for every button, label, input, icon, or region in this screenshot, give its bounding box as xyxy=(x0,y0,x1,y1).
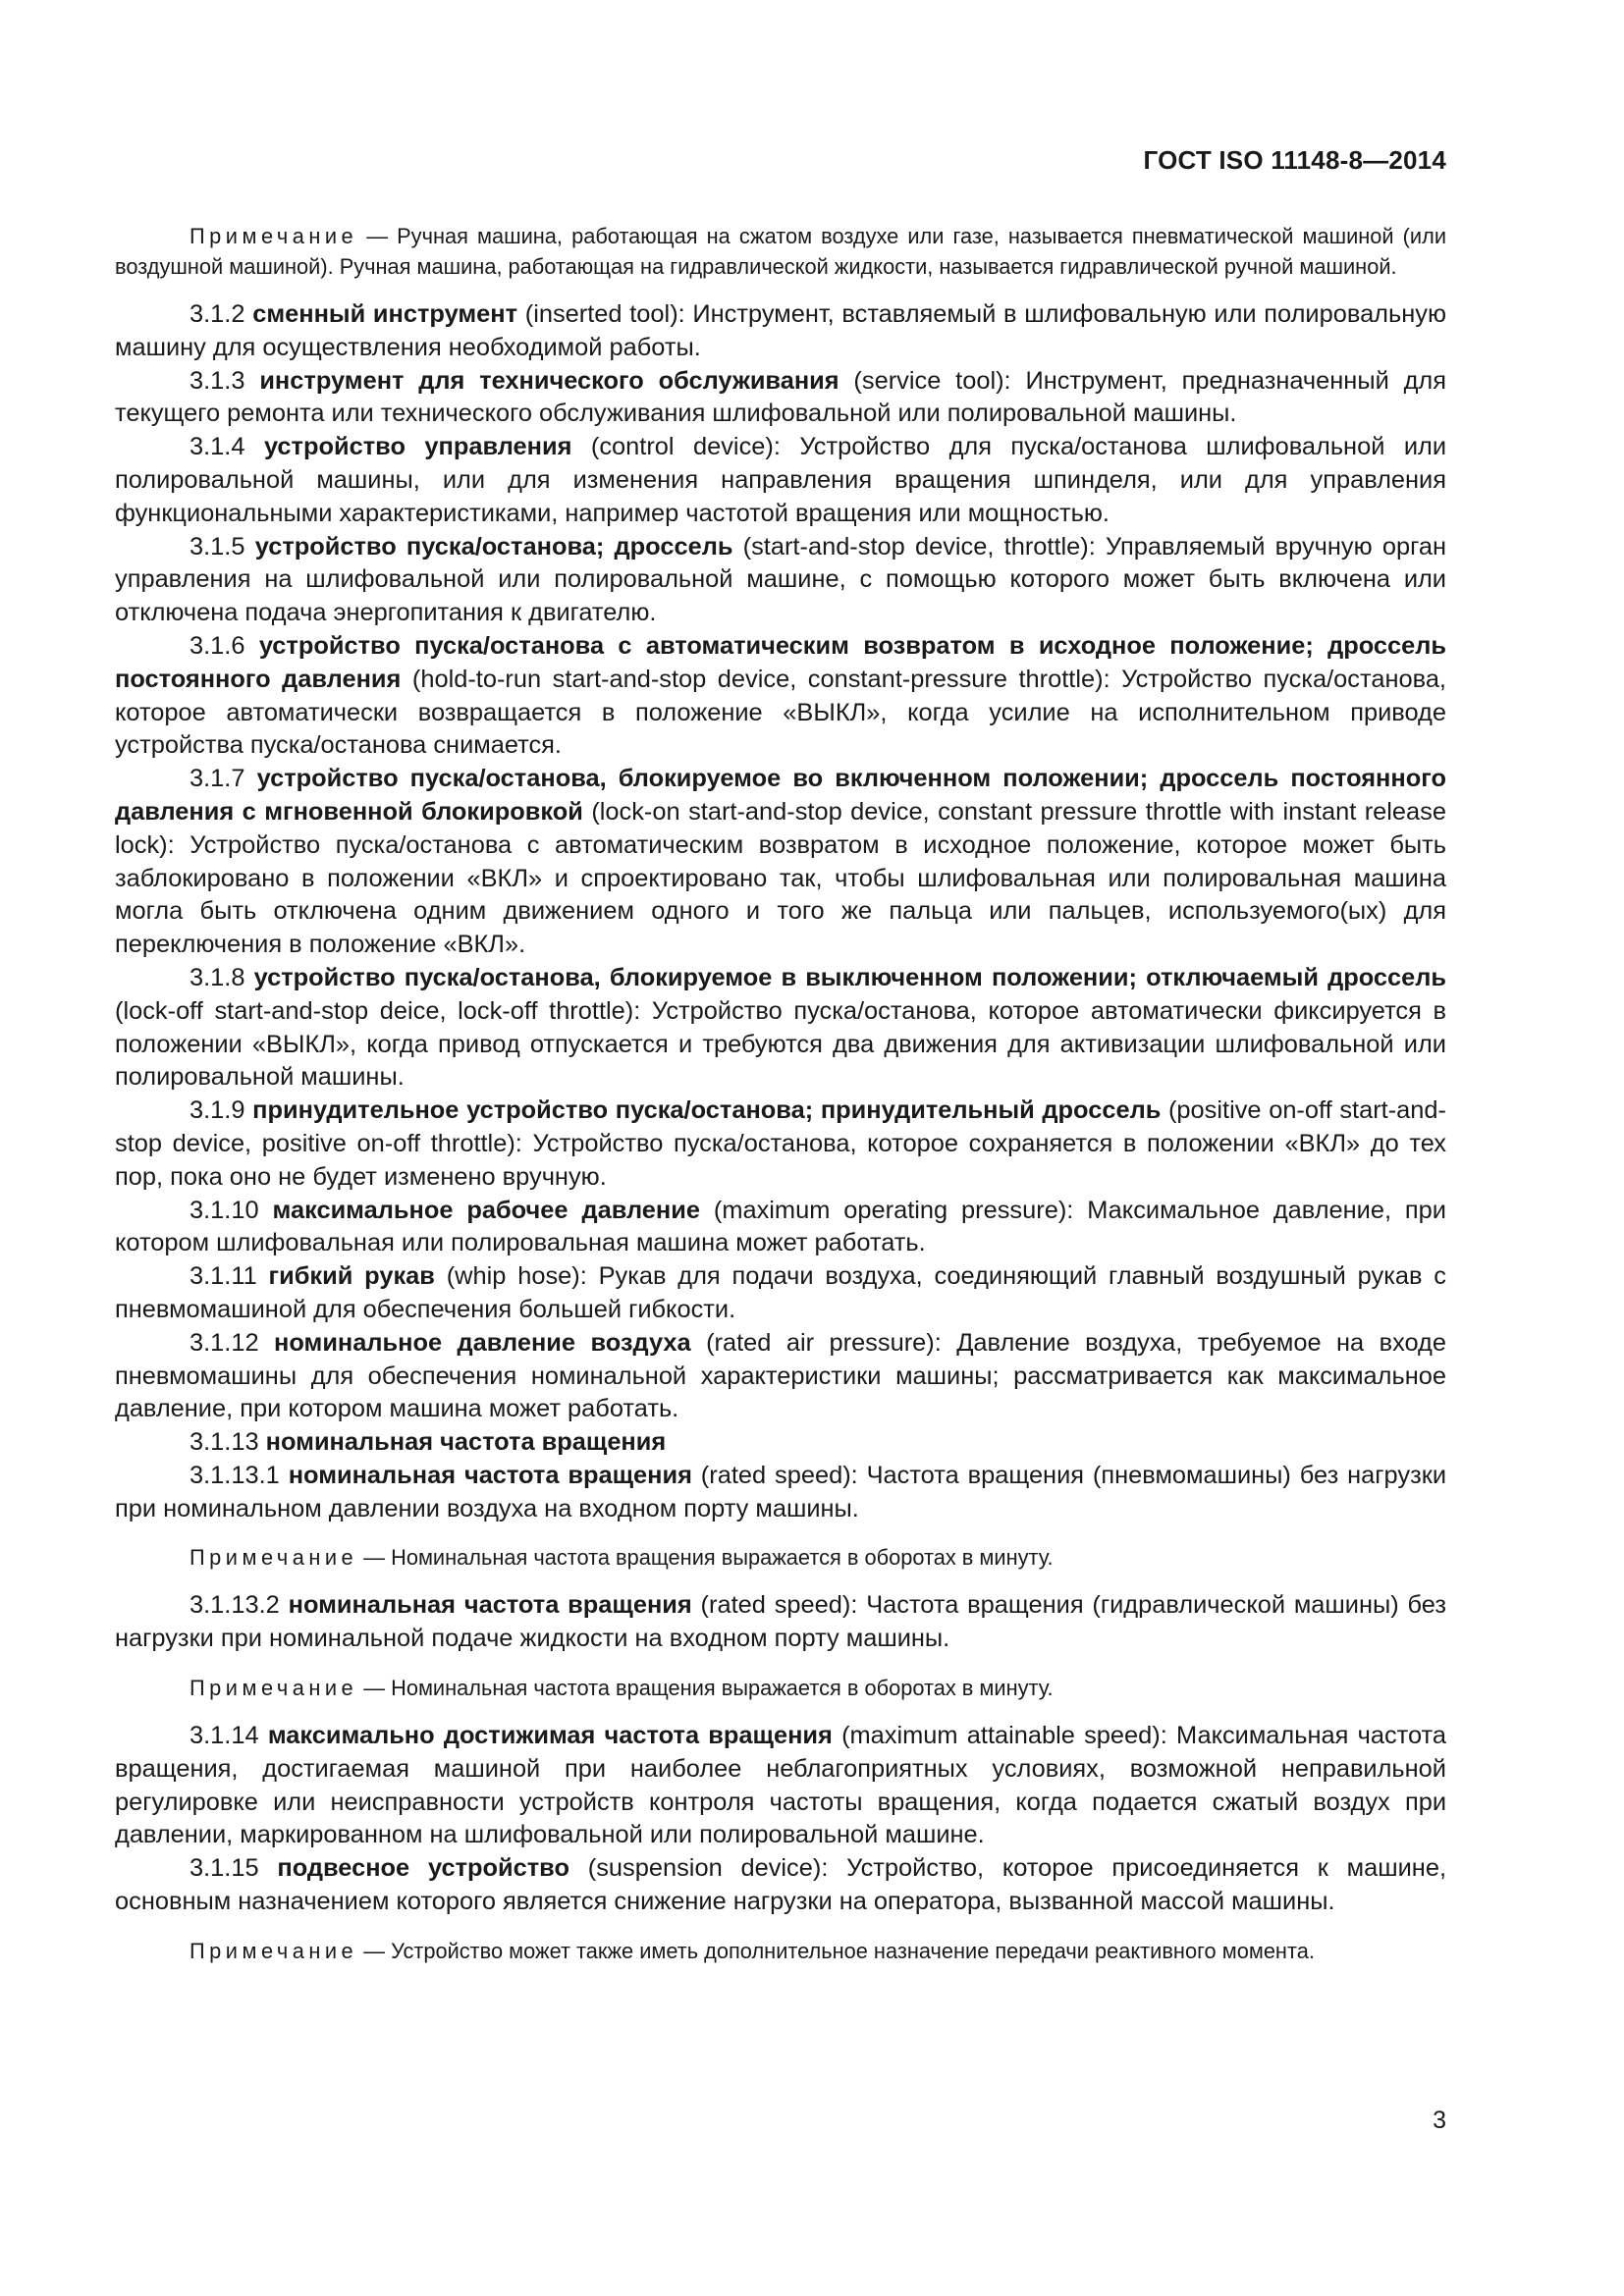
term-definition-3-1-11 xyxy=(115,1260,1446,1327)
note-paragraph xyxy=(115,1936,1446,1966)
clause-number: 3.1.13.2 xyxy=(189,1591,280,1620)
term-name: максимально достижимая частота вращения xyxy=(267,1722,833,1750)
term-definition-3-1-14 xyxy=(115,1720,1446,1852)
term-name: устройство пуска/останова; дроссель xyxy=(254,532,733,561)
page-number: 3 xyxy=(1433,2107,1446,2134)
term-name: номинальное давление воздуха xyxy=(274,1328,691,1357)
term-definition-text: (service tool): Инструмент, предназначенный для текущего ремонта или технического обслуживания шлифовальной или полировальной машины. xyxy=(115,366,1446,428)
note-text: — Устройство может также иметь дополнительное назначение передачи реактивного момента. xyxy=(357,1938,1315,1963)
term-definition-text: (rated speed): Частота вращения (гидравлической машины) без нагрузки при номинальной подаче жидкости на входном порту машины. xyxy=(115,1591,1446,1653)
term-name: устройство пуска/останова, блокируемое во включенном положении; дроссель постоянного давления с мгновенной блокировкой xyxy=(115,765,1446,826)
clause-number: 3.1.15 xyxy=(189,1854,259,1883)
term-definition-3-1-7 xyxy=(115,763,1446,962)
clause-number: 3.1.12 xyxy=(189,1328,259,1357)
note-label: Примечание xyxy=(189,1676,358,1701)
clause-number: 3.1.13.1 xyxy=(189,1461,280,1489)
clause-number: 3.1.6 xyxy=(189,631,245,660)
term-name: гибкий рукав xyxy=(268,1262,435,1291)
term-name: устройство пуска/останова с автоматическим возвратом в исходное положение; дроссель постоянного давления xyxy=(115,631,1446,693)
clause-number: 3.1.10 xyxy=(189,1196,259,1224)
term-name: подвесное устройство xyxy=(277,1854,569,1883)
term-definition-text: (start-and-stop device, throttle): Управляемый вручную орган управления на шлифовальной или полировальной машине, с помощью которого может быть включена или отключена подача энергопитания к двигателю. xyxy=(115,532,1446,627)
note-paragraph xyxy=(115,1673,1446,1703)
term-name: максимальное рабочее давление xyxy=(272,1196,700,1224)
term-definition-3-1-6 xyxy=(115,630,1446,763)
term-definition-3-1-13-2 xyxy=(115,1589,1446,1656)
term-name: устройство пуска/останова, блокируемое в выключенном положении; отключаемый дроссель xyxy=(253,963,1446,991)
clause-number: 3.1.11 xyxy=(189,1262,257,1291)
term-definition-3-1-12 xyxy=(115,1327,1446,1426)
note-label: Примечание xyxy=(189,1938,358,1963)
term-definition-3-1-13-1 xyxy=(115,1460,1446,1526)
term-definition-text: (rated speed): Частота вращения (пневмомашины) без нагрузки при номинальном давлении воздуха на входном порту машины. xyxy=(115,1461,1447,1522)
note-text: — Номинальная частота вращения выражается в оборотах в минуту. xyxy=(357,1676,1054,1701)
term-definition-3-1-8 xyxy=(115,962,1446,1095)
note-text: — Ручная машина, работающая на сжатом воздухе или газе, называется пневматической машиной (или воздушной машиной). Ручная машина, работающая на гидравлической жидкости, называется гидравлической ручной машиной. xyxy=(115,224,1446,279)
term-definition-text: (inserted tool): Инструмент, вставляемый в шлифовальную или полировальную машину для осуществления необходимой работы. xyxy=(115,300,1446,361)
term-definition-text: (positive on-off start-and-stop device, positive on-off throttle): Устройство пуска/останова, которое сохраняется в положении «ВКЛ» до тех пор, пока оно не будет изменено вручную. xyxy=(115,1096,1446,1191)
term-name: номинальная частота вращения xyxy=(265,1428,667,1457)
note-paragraph xyxy=(115,221,1446,282)
term-definition-text: (hold-to-run start-and-stop device, constant-pressure throttle): Устройство пуска/останова, которое автоматически возвращается в положение «ВЫКЛ», когда усилие на исполнительном приводе устройства пуска/останова снимается. xyxy=(115,665,1446,760)
term-definition-3-1-3 xyxy=(115,365,1446,432)
term-definition-3-1-2 xyxy=(115,298,1446,365)
term-name: устройство управления xyxy=(263,433,572,461)
term-name: номинальная частота вращения xyxy=(288,1591,692,1620)
clause-number: 3.1.13 xyxy=(189,1428,259,1457)
document-header-code: ГОСТ ISO 11148-8—2014 xyxy=(1143,145,1446,175)
document-body xyxy=(115,221,1446,1966)
term-definition-3-1-10 xyxy=(115,1195,1446,1261)
clause-number: 3.1.2 xyxy=(189,300,245,328)
note-label: Примечание xyxy=(189,224,358,248)
term-definition-text: (maximum attainable speed): Максимальная частота вращения, достигаемая машиной при наиболее неблагоприятных условиях, возможной неправильной регулировке или неисправности устройств контроля частоты вращения, когда подается сжатый воздух при давлении, маркированном на шлифовальной или полировальной машине. xyxy=(115,1722,1447,1849)
term-name: принудительное устройство пуска/останова; принудительный дроссель xyxy=(252,1096,1162,1125)
term-definition-text: (control device): Устройство для пуска/останова шлифовальной или полировальной машины, или для изменения направления вращения шпинделя, или для управления функциональными характеристиками, например частотой вращения или мощностью. xyxy=(115,433,1447,527)
clause-number: 3.1.4 xyxy=(189,433,245,461)
term-definition-text: (lock-on start-and-stop device, constant pressure throttle with instant release lock): Устройство пуска/останова с автоматическим возвратом в исходное положение, которое может быть заблокировано в положении «ВКЛ» и спроектировано так, чтобы шлифовальная или полировальная машина могла быть отключена одним движением одного и того же пальца или пальцев, используемого(ых) для переключения в положение «ВКЛ». xyxy=(115,797,1446,959)
term-definition-text: (rated air pressure): Давление воздуха, требуемое на входе пневмомашины для обеспечения номинальной характеристики машины; рассматривается как максимальное давление, при котором машина может работать. xyxy=(115,1328,1446,1423)
term-name: номинальная частота вращения xyxy=(288,1461,692,1489)
term-name: инструмент для технического обслуживания xyxy=(259,366,839,395)
clause-number: 3.1.7 xyxy=(189,765,245,793)
clause-number: 3.1.3 xyxy=(189,366,245,395)
term-name: сменный инструмент xyxy=(252,300,518,328)
clause-number: 3.1.14 xyxy=(189,1722,259,1750)
clause-number: 3.1.5 xyxy=(189,532,245,561)
term-heading-3-1-13 xyxy=(115,1426,1446,1460)
term-definition-text: (lock-off start-and-stop deice, lock-off throttle): Устройство пуска/останова, которое автоматически фиксируется в положении «ВЫКЛ», когда привод отпускается и требуются два движения для активизации шлифовальной или полировальной машины. xyxy=(115,996,1446,1092)
term-definition-3-1-5 xyxy=(115,531,1446,630)
clause-number: 3.1.9 xyxy=(189,1096,245,1125)
term-definition-text: (suspension device): Устройство, которое присоединяется к машине, основным назначением которого является снижение нагрузки на оператора, вызванной массой машины. xyxy=(115,1854,1446,1916)
note-label: Примечание xyxy=(189,1545,358,1571)
term-definition-text: (maximum operating pressure): Максимальное давление, при котором шлифовальная или полировальная машина может работать. xyxy=(115,1196,1446,1257)
term-definition-3-1-15 xyxy=(115,1852,1446,1919)
term-definition-3-1-9 xyxy=(115,1095,1446,1194)
note-text: — Номинальная частота вращения выражается в оборотах в минуту. xyxy=(357,1545,1054,1571)
term-definition-3-1-4 xyxy=(115,431,1446,530)
term-definition-text: (whip hose): Рукав для подачи воздуха, соединяющий главный воздушный рукав с пневмомашиной для обеспечения большей гибкости. xyxy=(115,1262,1446,1323)
clause-number: 3.1.8 xyxy=(189,963,245,991)
note-paragraph xyxy=(115,1542,1446,1573)
